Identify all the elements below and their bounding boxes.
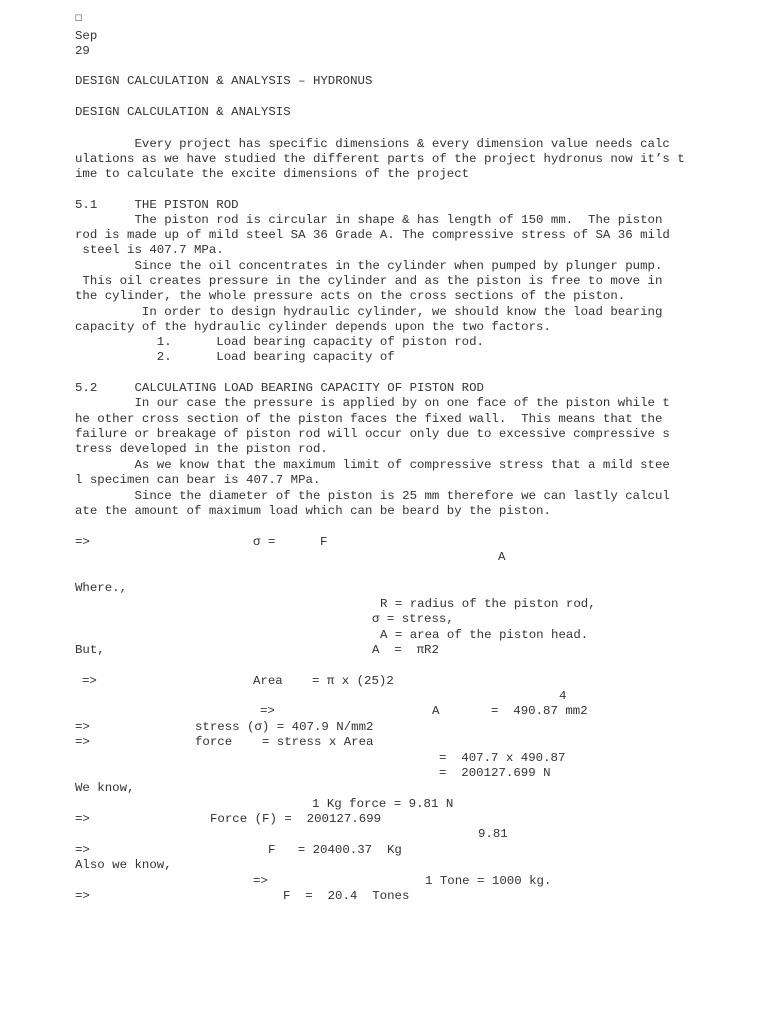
body-line: he other cross section of the piston faces the fixed wall. This means that the	[75, 412, 663, 426]
body-line: Since the oil concentrates in the cylinder when pumped by plunger pump.	[75, 259, 663, 273]
body-line: l specimen can bear is 407.7 MPa.	[75, 473, 321, 487]
where-label: Where.,	[75, 581, 128, 595]
force-calc-2: = 200127.699 N	[439, 766, 551, 780]
intro-line: ime to calculate the excite dimensions of the project	[75, 167, 470, 181]
body-line: rod is made up of mild steel SA 36 Grade A. The compressive stress of SA 36 mild	[75, 228, 670, 242]
body-line: The piston rod is circular in shape & has length of 150 mm. The piston	[75, 213, 663, 227]
body-line: tress developed in the piston rod.	[75, 442, 328, 456]
date-day: 29	[75, 44, 90, 58]
body-line: In our case the pressure is applied by on one face of the piston while t	[75, 396, 670, 410]
section-5-1-heading: 5.1 THE PISTON ROD	[75, 198, 239, 212]
intro-line: ulations as we have studied the different parts of the project hydronus now it’s t	[75, 152, 685, 166]
body-line: the cylinder, the whole pressure acts on the cross sections of the piston.	[75, 289, 626, 303]
we-know-label: We know,	[75, 781, 135, 795]
arrow: =>	[82, 674, 97, 688]
tone-line: 1 Tone = 1000 kg.	[425, 874, 552, 888]
stress-line: stress (σ) = 407.9 N/mm2	[195, 720, 374, 734]
body-line: This oil creates pressure in the cylinder and as the piston is free to move in	[75, 274, 663, 288]
also-know-label: Also we know,	[75, 858, 172, 872]
arrow: =>	[253, 874, 268, 888]
force-calc-1: = 407.7 x 490.87	[439, 751, 566, 765]
arrow: =>	[75, 720, 90, 734]
kg-divisor: 9.81	[478, 827, 508, 841]
arrow: =>	[260, 704, 275, 718]
section-5-2-heading: 5.2 CALCULATING LOAD BEARING CAPACITY OF PISTON ROD	[75, 381, 484, 395]
definition-R: R = radius of the piston rod,	[380, 597, 596, 611]
area-formula: A = πR2	[372, 643, 439, 657]
definition-sigma: σ = stress,	[372, 612, 454, 626]
list-item: 1. Load bearing capacity of piston rod.	[75, 335, 484, 349]
page-title: DESIGN CALCULATION & ANALYSIS – HYDRONUS	[75, 74, 373, 88]
area-divisor: 4	[559, 689, 567, 703]
kg-force-line: 1 Kg force = 9.81 N	[312, 797, 454, 811]
arrow: =>	[75, 812, 90, 826]
section-heading: DESIGN CALCULATION & ANALYSIS	[75, 105, 291, 119]
force-F-line: Force (F) = 200127.699	[210, 812, 382, 826]
area-A: A	[432, 704, 440, 718]
definition-A: A = area of the piston head.	[380, 628, 589, 642]
force-line: force = stress x Area	[195, 735, 374, 749]
body-line: steel is 407.7 MPa.	[75, 243, 224, 257]
document-icon: ☐	[75, 11, 83, 25]
body-line: capacity of the hydraulic cylinder depends upon the two factors.	[75, 320, 551, 334]
intro-line: Every project has specific dimensions & every dimension value needs calc	[75, 137, 670, 151]
F-tones-result: F = 20.4 Tones	[283, 889, 410, 903]
list-item: 2. Load bearing capacity of	[75, 350, 395, 364]
arrow: =>	[75, 735, 90, 749]
numerator-F: F	[320, 535, 328, 549]
area-result: = 490.87 mm2	[491, 704, 588, 718]
arrow: =>	[75, 843, 90, 857]
area-label: Area	[253, 674, 283, 688]
body-line: failure or breakage of piston rod will occur only due to excessive compressive s	[75, 427, 670, 441]
denominator-A: A	[498, 550, 506, 564]
body-line: In order to design hydraulic cylinder, we should know the load bearing	[75, 305, 663, 319]
arrow: =>	[75, 889, 90, 903]
but-label: But,	[75, 643, 105, 657]
date-month: Sep	[75, 29, 98, 43]
body-line: ate the amount of maximum load which can be beard by the piston.	[75, 504, 551, 518]
arrow: =>	[75, 535, 90, 549]
sigma-equation: σ =	[253, 535, 276, 549]
area-value: = π x (25)2	[312, 674, 394, 688]
F-kg-result: F = 20400.37 Kg	[268, 843, 402, 857]
body-line: Since the diameter of the piston is 25 mm therefore we can lastly calcul	[75, 489, 670, 503]
body-line: As we know that the maximum limit of compressive stress that a mild stee	[75, 458, 670, 472]
